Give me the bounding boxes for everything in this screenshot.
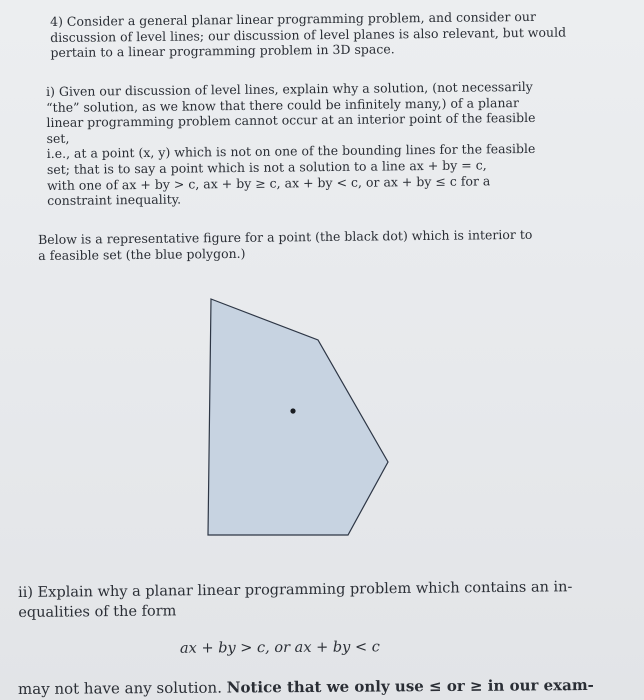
part-i-line-6: set; that is to say a point which is not a solution to a line ax + by = c, [46,157,487,177]
figure-caption-line-2: a feasible set (the blue polygon.) [38,245,246,263]
problem-4-line-1: 4) Consider a general planar linear programming problem, and consider our [50,8,536,29]
problem-4-line-2: discussion of level lines; our discussion of level planes is also relevant, but would [50,24,567,45]
part-ii-text [18,577,573,623]
part-i-line-8: constraint inequality. [47,191,182,209]
part-ii-line-1: ii) Explain why a planar linear programming problem which contains an in- [18,579,573,601]
part-ii-last-line-bold: Notice that we only use ≤ or ≥ in our exam- [226,675,594,697]
part-i-line-4: set, [46,130,70,146]
feasible-set-polygon [208,299,388,535]
part-i-line-5: i.e., at a point (x, y) which is not on one of the bounding lines for the feasible [46,141,536,162]
part-i-line-2: “the” solution, as we know that there could be infinitely many,) of a planar [46,94,520,115]
problem-4-line-3: pertain to a linear programming problem in 3D space. [50,41,395,61]
figure-caption-line-1: Below is a representative figure for a point (the black dot) which is interior to [38,226,533,247]
inequality-equation: ax + by > c, or ax + by < c [179,639,380,657]
part-i-line-7: with one of ax + by > c, ax + by ≥ c, ax + by < c, or ax + by ≤ c for a [46,172,491,193]
part-i-line-3: linear programming problem cannot occur at an interior point of the feasible [46,110,536,131]
part-ii-line-2: equalities of the form [18,603,177,621]
part-ii-last-line-start: may not have any solution. [17,678,223,699]
part-i-line-1: i) Given our discussion of level lines, explain why a solution, (not necessarily [46,78,533,99]
interior-point-dot [290,408,295,413]
